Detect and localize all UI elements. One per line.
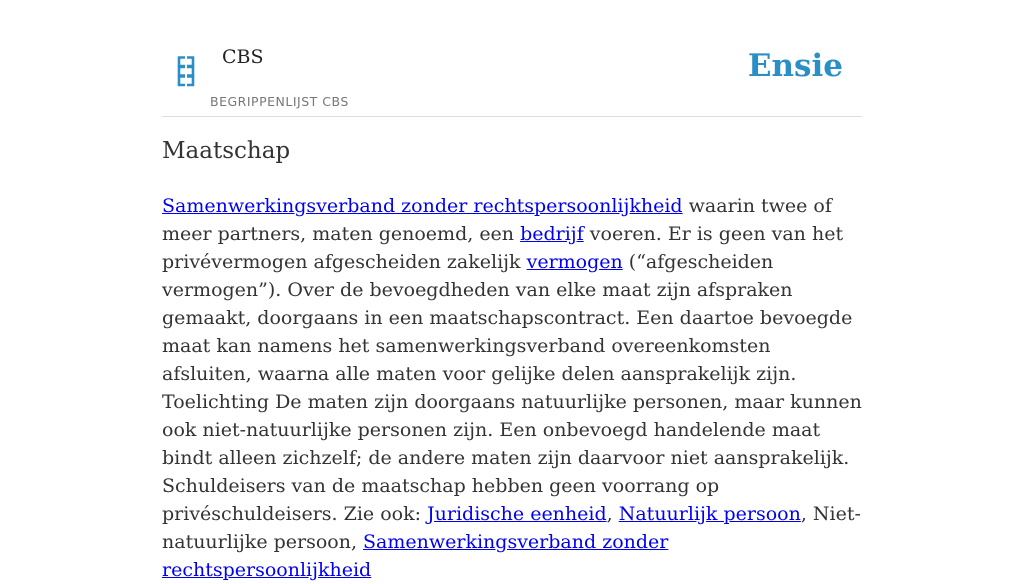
definition-text-segment: voeren. Er is geen van het privévermogen afgescheiden zakelijk [162,223,844,273]
source-subtitle[interactable]: BEGRIPPENLIJST CBS [210,94,349,109]
definition-link[interactable]: vermogen [526,251,623,273]
definition-text-segment: waarin twee of meer partners, maten genoemd, een [162,195,832,245]
definition-text-segment: (“afgescheiden vermogen”). Over de bevoegdheden van elke maat zijn afspraken gemaakt, doorgaans in een maatschapscontract. Een daartoe bevoegde maat kan namens het samenwerkingsverband overeenkomsten afsluiten, waarna alle maten voor gelijke delen aansprakelijk zijn. Toelichting De maten zijn doorgaans natuurlijke personen, maar kunnen ook niet-natuurlijke personen zijn. Een onbevoegd handelende maat bindt alleen zichzelf; de andere maten zijn daarvoor niet aansprakelijk. Schuldeisers van de maatschap hebben geen voorrang op privéschuldeisers. Zie ook: [162,251,862,525]
definition-link[interactable]: Natuurlijk persoon [618,503,801,525]
page-title: Maatschap [162,138,291,164]
cbs-logo-icon[interactable] [176,56,196,86]
header [162,0,862,117]
definition-link[interactable]: Samenwerkingsverband zonder rechtspersoonlijkheid [162,195,683,217]
definition-text-segment: , Niet-natuurlijke persoon, [162,503,861,553]
brand-logo[interactable]: Ensie [747,48,843,84]
definition-text-segment: , [606,503,619,525]
definition-link[interactable]: Juridische eenheid [427,503,607,525]
source-name[interactable]: CBS [222,46,264,68]
definition-text [162,192,862,584]
definition-link[interactable]: Samenwerkingsverband zonder rechtspersoonlijkheid [162,531,669,581]
definition-link[interactable]: bedrijf [520,223,584,245]
